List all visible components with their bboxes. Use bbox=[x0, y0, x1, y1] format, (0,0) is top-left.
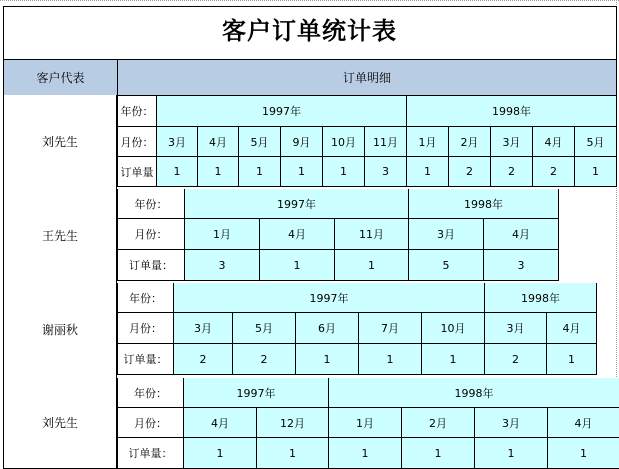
order-qty-cell: 1 bbox=[407, 157, 449, 187]
year-label: 年份： bbox=[117, 189, 185, 219]
month-cell: 10月 bbox=[422, 313, 485, 344]
year-cell: 1998年 bbox=[485, 283, 597, 313]
order-qty-cell: 1 bbox=[329, 438, 402, 469]
year-label: 年份： bbox=[117, 96, 157, 127]
month-cell: 3月 bbox=[157, 127, 198, 157]
order-qty-cell: 2 bbox=[174, 344, 233, 375]
order-qty-cell: 2 bbox=[491, 157, 533, 187]
year-label: 年份： bbox=[117, 283, 174, 313]
month-cell: 1月 bbox=[185, 219, 260, 250]
order-qty-cell: 1 bbox=[335, 250, 409, 281]
order-qty-cell: 3 bbox=[185, 250, 260, 281]
order-qty-cell: 1 bbox=[548, 438, 619, 469]
order-qty-cell: 1 bbox=[422, 344, 485, 375]
month-cell: 4月 bbox=[198, 127, 239, 157]
month-cell: 4月 bbox=[484, 219, 559, 250]
month-cell: 4月 bbox=[184, 408, 257, 438]
month-cell: 1月 bbox=[329, 408, 402, 438]
month-cell: 2月 bbox=[402, 408, 475, 438]
order-qty-cell: 1 bbox=[547, 344, 597, 375]
year-cell: 1997年 bbox=[157, 96, 407, 127]
year-cell: 1998年 bbox=[329, 378, 619, 408]
month-cell: 4月 bbox=[260, 219, 335, 250]
month-cell: 5月 bbox=[239, 127, 281, 157]
order-qty-cell: 1 bbox=[157, 157, 198, 187]
month-label: 月份： bbox=[117, 219, 185, 250]
order-qty-cell: 1 bbox=[257, 438, 329, 469]
order-qty-cell: 1 bbox=[575, 157, 617, 187]
order-qty-cell: 1 bbox=[281, 157, 323, 187]
month-cell: 4月 bbox=[548, 408, 619, 438]
sheet-page-border-top bbox=[0, 0, 619, 1]
header-detail-cell: 订单明细 bbox=[117, 59, 617, 96]
month-cell: 9月 bbox=[281, 127, 323, 157]
month-cell: 3月 bbox=[174, 313, 233, 344]
month-cell: 6月 bbox=[296, 313, 359, 344]
order-qty-cell: 1 bbox=[323, 157, 365, 187]
frame-right-line bbox=[616, 6, 617, 60]
customer-rep-2: 王先生 bbox=[3, 188, 117, 283]
order-qty-cell: 2 bbox=[533, 157, 575, 187]
order-qty-cell: 3 bbox=[365, 157, 407, 187]
month-cell: 3月 bbox=[485, 313, 547, 344]
order-qty-cell: 2 bbox=[485, 344, 547, 375]
order-qty-label: 订单量： bbox=[117, 250, 185, 281]
year-cell: 1997年 bbox=[184, 378, 329, 408]
year-cell: 1997年 bbox=[185, 189, 409, 219]
customer-rep-3: 谢丽秋 bbox=[3, 282, 117, 378]
month-cell: 11月 bbox=[365, 127, 407, 157]
order-qty-label: 订单量： bbox=[117, 438, 184, 469]
month-cell: 5月 bbox=[233, 313, 296, 344]
order-qty-cell: 1 bbox=[402, 438, 475, 469]
sheet-title: 客户订单统计表 bbox=[222, 16, 397, 45]
month-cell: 2月 bbox=[449, 127, 491, 157]
order-qty-cell: 1 bbox=[184, 438, 257, 469]
month-cell: 3月 bbox=[409, 219, 484, 250]
month-label: 月份： bbox=[117, 127, 157, 157]
month-label: 月份： bbox=[117, 313, 174, 344]
header-rep-cell: 客户代表 bbox=[3, 59, 118, 96]
order-qty-label: 订单量 bbox=[117, 157, 157, 187]
order-qty-cell: 1 bbox=[260, 250, 335, 281]
month-cell: 5月 bbox=[575, 127, 617, 157]
month-label: 月份： bbox=[117, 408, 184, 438]
month-cell: 10月 bbox=[323, 127, 365, 157]
customer-rep-1: 刘先生 bbox=[3, 95, 117, 189]
month-cell: 7月 bbox=[359, 313, 422, 344]
order-qty-cell: 3 bbox=[484, 250, 559, 281]
frame-top-line bbox=[3, 6, 617, 7]
order-qty-cell: 1 bbox=[359, 344, 422, 375]
month-cell: 11月 bbox=[335, 219, 409, 250]
order-qty-cell: 2 bbox=[449, 157, 491, 187]
year-label: 年份： bbox=[117, 378, 184, 408]
month-cell: 3月 bbox=[475, 408, 548, 438]
customer-rep-4: 刘先生 bbox=[3, 377, 117, 469]
order-qty-cell: 1 bbox=[239, 157, 281, 187]
order-qty-cell: 5 bbox=[409, 250, 484, 281]
year-cell: 1998年 bbox=[409, 189, 559, 219]
order-qty-cell: 1 bbox=[198, 157, 239, 187]
order-qty-label: 订单量： bbox=[117, 344, 174, 375]
order-qty-cell: 2 bbox=[233, 344, 296, 375]
month-cell: 12月 bbox=[257, 408, 329, 438]
month-cell: 4月 bbox=[547, 313, 597, 344]
order-qty-cell: 1 bbox=[296, 344, 359, 375]
year-cell: 1998年 bbox=[407, 96, 617, 127]
month-cell: 3月 bbox=[491, 127, 533, 157]
order-qty-cell: 1 bbox=[475, 438, 548, 469]
month-cell: 1月 bbox=[407, 127, 449, 157]
year-cell: 1997年 bbox=[174, 283, 485, 313]
month-cell: 4月 bbox=[533, 127, 575, 157]
